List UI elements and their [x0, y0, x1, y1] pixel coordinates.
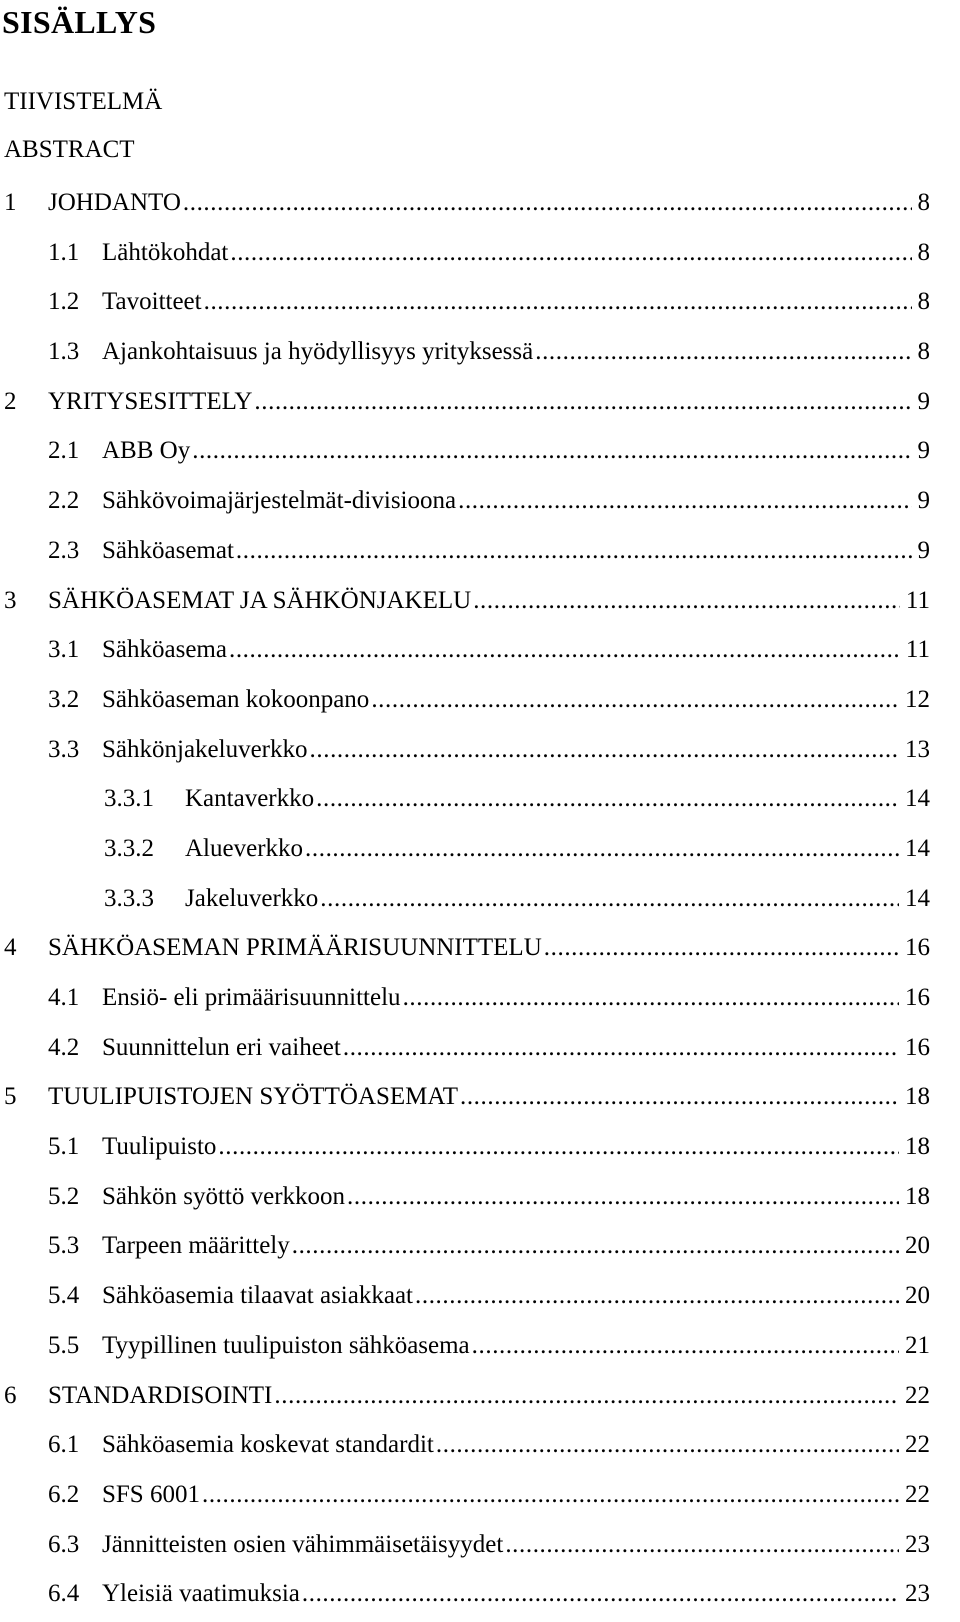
toc-entry-page-number: 22: [905, 1431, 930, 1459]
toc-entry-title: Sähköaseman kokoonpano: [102, 685, 370, 713]
table-of-contents: [0, 181, 960, 1622]
toc-entry-title: Jakeluverkko: [185, 884, 319, 912]
toc-entry-number: 5.4: [48, 1282, 80, 1310]
toc-entry[interactable]: [0, 1523, 960, 1573]
toc-entry-title: SÄHKÖASEMAN PRIMÄÄRISUUNNITTELU: [48, 934, 542, 962]
toc-entry-number: 1: [4, 189, 17, 216]
toc-entry-title: Sähköasemat: [102, 536, 234, 564]
toc-entry-page-number: 12: [905, 685, 930, 713]
toc-entry-number: 3: [4, 586, 17, 614]
toc-entry-title: JOHDANTO: [48, 189, 181, 216]
toc-dot-leader: [544, 926, 899, 970]
toc-entry-number: 3.3: [48, 735, 80, 763]
toc-entry-page-number: 14: [905, 834, 930, 862]
toc-entry-page-number: 22: [905, 1480, 930, 1508]
toc-entry[interactable]: [0, 1224, 960, 1274]
toc-entry-leader-line: [102, 1324, 930, 1368]
toc-entry-number: 4.1: [48, 984, 80, 1011]
toc-dot-leader: [347, 1175, 899, 1219]
toc-entry-number: 5.2: [48, 1182, 80, 1210]
toc-entry-number: 6: [4, 1381, 17, 1409]
toc-entry-number: 3.2: [48, 685, 80, 713]
toc-dot-leader: [505, 1523, 899, 1567]
toc-entry-title: Kantaverkko: [185, 785, 315, 813]
toc-entry-leader-line: [48, 1075, 930, 1119]
toc-entry-leader-line: [102, 1224, 930, 1268]
toc-entry-number: 5: [4, 1083, 17, 1111]
front-matter-tiivistelma: TIIVISTELMÄ: [4, 88, 163, 115]
toc-dot-leader: [229, 628, 900, 672]
toc-entry[interactable]: [0, 628, 960, 678]
toc-entry-title: Sähköasemia tilaavat asiakkaat: [102, 1282, 413, 1310]
toc-entry-leader-line: [48, 579, 930, 623]
toc-entry-title: Sähköasema: [102, 636, 227, 664]
toc-entry[interactable]: [0, 827, 960, 877]
toc-entry-leader-line: [102, 678, 930, 722]
toc-entry[interactable]: [0, 678, 960, 728]
toc-dot-leader: [415, 1274, 899, 1318]
toc-entry-number: 6.4: [48, 1580, 80, 1608]
toc-entry[interactable]: [0, 479, 960, 529]
toc-entry-title: Tuulipuisto: [102, 1133, 217, 1161]
toc-entry-leader-line: [102, 1572, 930, 1616]
toc-entry[interactable]: [0, 1026, 960, 1076]
toc-dot-leader: [305, 827, 899, 871]
toc-entry-page-number: 22: [905, 1381, 930, 1409]
toc-entry-leader-line: [185, 777, 930, 821]
toc-entry-leader-line: [102, 976, 930, 1020]
toc-entry-number: 4: [4, 934, 17, 962]
toc-entry-title: YRITYSESITTELY: [48, 387, 253, 415]
toc-dot-leader: [460, 1075, 899, 1119]
toc-dot-leader: [202, 1473, 899, 1517]
toc-entry-leader-line: [185, 827, 930, 871]
toc-entry[interactable]: [0, 728, 960, 778]
toc-entry-title: Ajankohtaisuus ja hyödyllisyys yrityksessä: [102, 338, 534, 366]
front-matter-abstract: ABSTRACT: [4, 136, 135, 163]
toc-entry[interactable]: [0, 1423, 960, 1473]
toc-entry-leader-line: [102, 1473, 930, 1517]
toc-entry-number: 6.3: [48, 1530, 80, 1558]
toc-entry-leader-line: [102, 1274, 930, 1318]
page-title: SISÄLLYS: [2, 4, 157, 40]
toc-entry-title: SFS 6001: [102, 1480, 200, 1508]
toc-entry-page-number: 8: [917, 238, 930, 266]
toc-dot-leader: [316, 777, 899, 821]
toc-entry-page-number: 9: [917, 536, 930, 564]
toc-entry[interactable]: [0, 280, 960, 330]
toc-entry-leader-line: [102, 1026, 930, 1070]
toc-entry-page-number: 11: [905, 636, 930, 664]
toc-entry[interactable]: [0, 529, 960, 579]
toc-entry-number: 2: [4, 387, 17, 415]
toc-entry-leader-line: [102, 1125, 930, 1169]
toc-entry-page-number: 8: [917, 288, 930, 316]
toc-entry-leader-line: [48, 380, 930, 424]
toc-entry[interactable]: [0, 1374, 960, 1424]
toc-entry-page-number: 23: [905, 1530, 930, 1558]
toc-entry-number: 3.1: [48, 636, 80, 664]
toc-entry[interactable]: [0, 380, 960, 430]
toc-entry-title: Tyypillinen tuulipuiston sähköasema: [102, 1331, 470, 1359]
toc-entry-title: Yleisiä vaatimuksia: [102, 1580, 300, 1608]
toc-entry-title: Tarpeen määrittely: [102, 1232, 290, 1260]
toc-dot-leader: [535, 330, 911, 374]
toc-entry-page-number: 21: [905, 1331, 930, 1359]
toc-entry[interactable]: [0, 1572, 960, 1622]
toc-entry-page-number: 8: [917, 189, 930, 216]
toc-dot-leader: [204, 280, 912, 324]
toc-entry[interactable]: [0, 777, 960, 827]
toc-entry[interactable]: [0, 1324, 960, 1374]
toc-entry[interactable]: [0, 1175, 960, 1225]
toc-entry-leader-line: [102, 529, 930, 573]
toc-entry[interactable]: [0, 1075, 960, 1125]
toc-entry-number: 3.3.3: [104, 884, 154, 912]
toc-entry-number: 4.2: [48, 1033, 80, 1061]
toc-entry-number: 2.1: [48, 437, 80, 465]
toc-entry-number: 5.1: [48, 1133, 80, 1161]
toc-entry-number: 2.2: [48, 487, 80, 515]
toc-entry-page-number: 14: [905, 785, 930, 813]
toc-entry-title: Lähtökohdat: [102, 238, 229, 266]
toc-entry[interactable]: [0, 877, 960, 927]
toc-entry-leader-line: [185, 877, 930, 921]
toc-entry[interactable]: [0, 330, 960, 380]
toc-entry-number: 6.1: [48, 1431, 80, 1459]
toc-dot-leader: [292, 1224, 899, 1268]
toc-entry-page-number: 9: [917, 387, 930, 415]
toc-dot-leader: [436, 1423, 899, 1467]
toc-entry-leader-line: [102, 1175, 930, 1219]
toc-entry-leader-line: [102, 1423, 930, 1467]
toc-entry-leader-line: [102, 280, 930, 324]
toc-entry-page-number: 9: [917, 487, 930, 515]
toc-entry-title: Sähkönjakeluverkko: [102, 735, 308, 763]
toc-entry-page-number: 8: [917, 338, 930, 366]
toc-dot-leader: [183, 181, 912, 225]
toc-entry-page-number: 18: [905, 1083, 930, 1111]
toc-dot-leader: [254, 380, 911, 424]
toc-entry[interactable]: [0, 1274, 960, 1324]
toc-dot-leader: [310, 728, 899, 772]
toc-entry-page-number: 11: [905, 586, 930, 614]
toc-entry-number: 5.5: [48, 1331, 80, 1359]
toc-entry-title: STANDARDISOINTI: [48, 1381, 273, 1409]
toc-dot-leader: [274, 1374, 899, 1418]
toc-entry[interactable]: [0, 429, 960, 479]
toc-entry-number: 1.2: [48, 288, 80, 316]
toc-entry[interactable]: [0, 1473, 960, 1523]
toc-dot-leader: [472, 1324, 899, 1368]
toc-dot-leader: [343, 1026, 899, 1070]
toc-entry-title: Suunnittelun eri vaiheet: [102, 1033, 341, 1061]
toc-entry-number: 2.3: [48, 536, 80, 564]
toc-entry-number: 1.1: [48, 238, 80, 266]
toc-entry-leader-line: [48, 926, 930, 970]
toc-entry-leader-line: [102, 628, 930, 672]
toc-entry-page-number: 9: [917, 437, 930, 465]
toc-entry-title: Sähkövoimajärjestelmät-divisioona: [102, 487, 457, 515]
toc-entry-title: ABB Oy: [102, 437, 191, 465]
toc-entry[interactable]: [0, 926, 960, 976]
toc-entry[interactable]: [0, 976, 960, 1026]
toc-entry-number: 3.3.1: [104, 785, 154, 813]
toc-entry-leader-line: [48, 181, 930, 225]
toc-entry-page-number: 16: [905, 1033, 930, 1061]
toc-entry-number: 6.2: [48, 1480, 80, 1508]
toc-dot-leader: [218, 1125, 899, 1169]
toc-entry-title: Sähköasemia koskevat standardit: [102, 1431, 434, 1459]
toc-entry-title: Ensiö- eli primäärisuunnittelu: [102, 984, 401, 1011]
toc-entry[interactable]: [0, 181, 960, 231]
toc-dot-leader: [236, 529, 912, 573]
toc-entry-page-number: 23: [905, 1580, 930, 1608]
toc-dot-leader: [403, 976, 899, 1020]
toc-entry-title: Jännitteisten osien vähimmäisetäisyydet: [102, 1530, 504, 1558]
toc-entry[interactable]: [0, 1125, 960, 1175]
toc-entry-title: Tavoitteet: [102, 288, 202, 316]
toc-entry-leader-line: [102, 231, 930, 275]
toc-entry-page-number: 20: [905, 1282, 930, 1310]
toc-entry-leader-line: [48, 1374, 930, 1418]
toc-entry-page-number: 16: [905, 984, 930, 1011]
toc-entry-page-number: 14: [905, 884, 930, 912]
toc-entry[interactable]: [0, 579, 960, 629]
toc-entry-leader-line: [102, 429, 930, 473]
toc-entry-number: 3.3.2: [104, 834, 154, 862]
toc-entry-title: TUULIPUISTOJEN SYÖTTÖASEMAT: [48, 1083, 458, 1111]
toc-entry-number: 1.3: [48, 338, 80, 366]
toc-dot-leader: [473, 579, 900, 623]
toc-entry-title: Alueverkko: [185, 834, 304, 862]
toc-dot-leader: [192, 429, 911, 473]
toc-dot-leader: [320, 877, 899, 921]
toc-entry-leader-line: [102, 1523, 930, 1567]
toc-entry-page-number: 13: [905, 735, 930, 763]
toc-entry-leader-line: [102, 330, 930, 374]
toc-entry-page-number: 20: [905, 1232, 930, 1260]
toc-entry[interactable]: [0, 231, 960, 281]
toc-dot-leader: [371, 678, 899, 722]
toc-entry-title: SÄHKÖASEMAT JA SÄHKÖNJAKELU: [48, 586, 472, 614]
toc-entry-number: 5.3: [48, 1232, 80, 1260]
toc-dot-leader: [458, 479, 911, 523]
toc-dot-leader: [302, 1572, 899, 1616]
toc-dot-leader: [230, 231, 911, 275]
toc-entry-page-number: 18: [905, 1182, 930, 1210]
toc-entry-leader-line: [102, 728, 930, 772]
toc-entry-title: Sähkön syöttö verkkoon: [102, 1182, 346, 1210]
toc-entry-page-number: 18: [905, 1133, 930, 1161]
toc-entry-leader-line: [102, 479, 930, 523]
toc-entry-page-number: 16: [905, 934, 930, 962]
